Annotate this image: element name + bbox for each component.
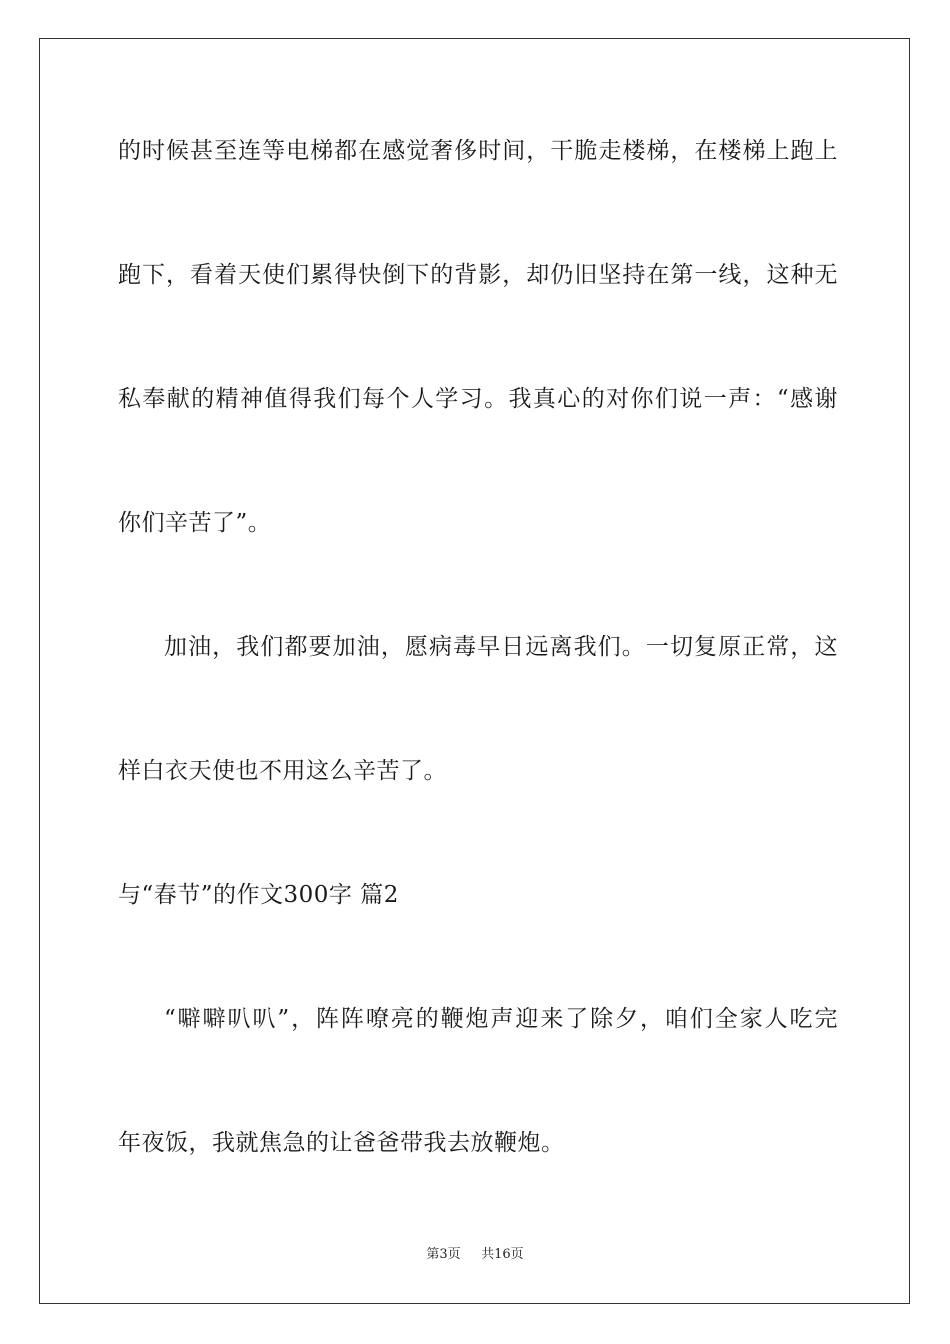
page-frame (39, 38, 910, 1304)
paragraph-line-2: 跑下，看着天使们累得快倒下的背影，却仍旧坚持在第一线，这种无 (118, 262, 838, 288)
section-heading: 与“春节”的作文300字 篇2 (118, 882, 399, 908)
current-page-label: 第3页 (426, 1247, 461, 1262)
paragraph-line-3: 私奉献的精神值得我们每个人学习。我真心的对你们说一声：“感谢 (118, 386, 838, 412)
total-pages-label: 共16页 (481, 1247, 524, 1262)
paragraph-line-6: 样白衣天使也不用这么辛苦了。 (118, 758, 447, 784)
paragraph-line-4: 你们辛苦了”。 (118, 510, 272, 536)
paragraph-line-5: 加油，我们都要加油，愿病毒早日远离我们。一切复原正常，这 (164, 634, 838, 660)
page-footer (0, 1246, 950, 1264)
paragraph-line-7: “噼噼叭叭”，阵阵嘹亮的鞭炮声迎来了除夕，咱们全家人吃完 (164, 1006, 838, 1032)
paragraph-line-8: 年夜饭，我就焦急的让爸爸带我去放鞭炮。 (118, 1130, 565, 1156)
paragraph-line-1: 的时候甚至连等电梯都在感觉奢侈时间，干脆走楼梯，在楼梯上跑上 (118, 138, 838, 164)
